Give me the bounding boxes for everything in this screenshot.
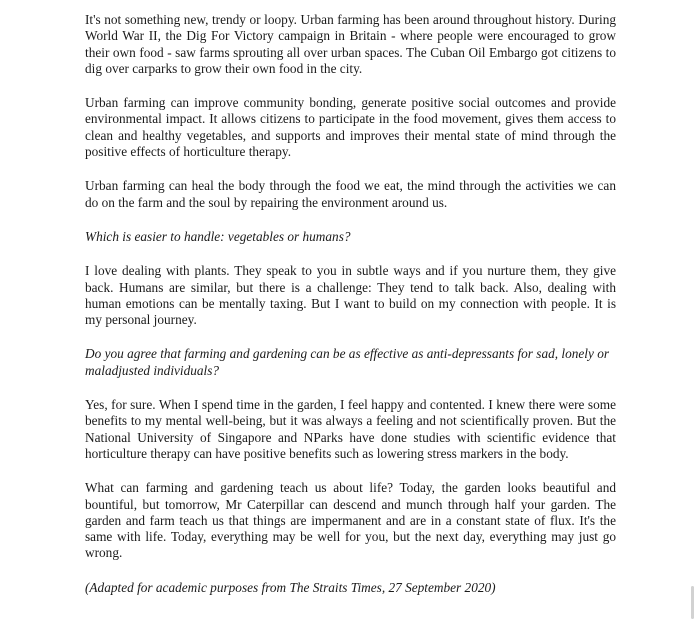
interview-question-anti-depressants: Do you agree that farming and gardening can be as effective as anti-depressants for sad, lonely or maladjusted individuals? — [85, 346, 610, 378]
paragraph-life-lessons: What can farming and gardening teach us about life? Today, the garden looks beautiful and bountiful, but tomorrow, Mr Caterpillar can descend and munch through half your garden. The garden and farm teach us that things are impermanent and are in a constant state of flux. It's the same with life. Today, everything may be well for you, but the next day, everything may just go wrong. — [85, 480, 616, 561]
paragraph-urban-farming-history: It's not something new, trendy or loopy. Urban farming has been around throughout history. During World War II, the Dig For Victory campaign in Britain - where people were encouraged to grow their own food - saw farms sprouting all over urban spaces. The Cuban Oil Embargo got citizens to dig over carparks to grow their own food in the city. — [85, 12, 616, 76]
interview-question-vegetables-or-humans: Which is easier to handle: vegetables or humans? — [85, 228, 351, 244]
paragraph-urban-farming-benefits: Urban farming can improve community bonding, generate positive social outcomes and provide environmental impact. It allows citizens to participate in the food movement, gives them access to clean and healthy vegetables, and supports and improves their mental state of mind through the positive effects of horticulture therapy. — [85, 95, 616, 160]
scrollbar-thumb[interactable] — [691, 586, 694, 619]
paragraph-mental-wellbeing-answer: Yes, for sure. When I spend time in the garden, I feel happy and contented. I knew there were some benefits to my mental well-being, but it was always a feeling and not scientifically proven. But the National University of Singapore and NParks have done studies with scientific evidence that horticulture therapy can have positive benefits such as lowering stress markers in the body. — [85, 397, 616, 461]
article-page — [85, 12, 616, 614]
paragraph-body-mind-soul: Urban farming can heal the body through the food we eat, the mind through the activities we can do on the farm and the soul by repairing the environment around us. — [85, 178, 616, 210]
source-citation: (Adapted for academic purposes from The Straits Times, 27 September 2020) — [85, 579, 496, 595]
paragraph-plants-answer: I love dealing with plants. They speak to you in subtle ways and if you nurture them, they give back. Humans are similar, but there is a challenge: They tend to talk back. Also, dealing with human emotions can be mentally taxing. But I want to build on my connection with people. It is my personal journey. — [85, 263, 616, 328]
